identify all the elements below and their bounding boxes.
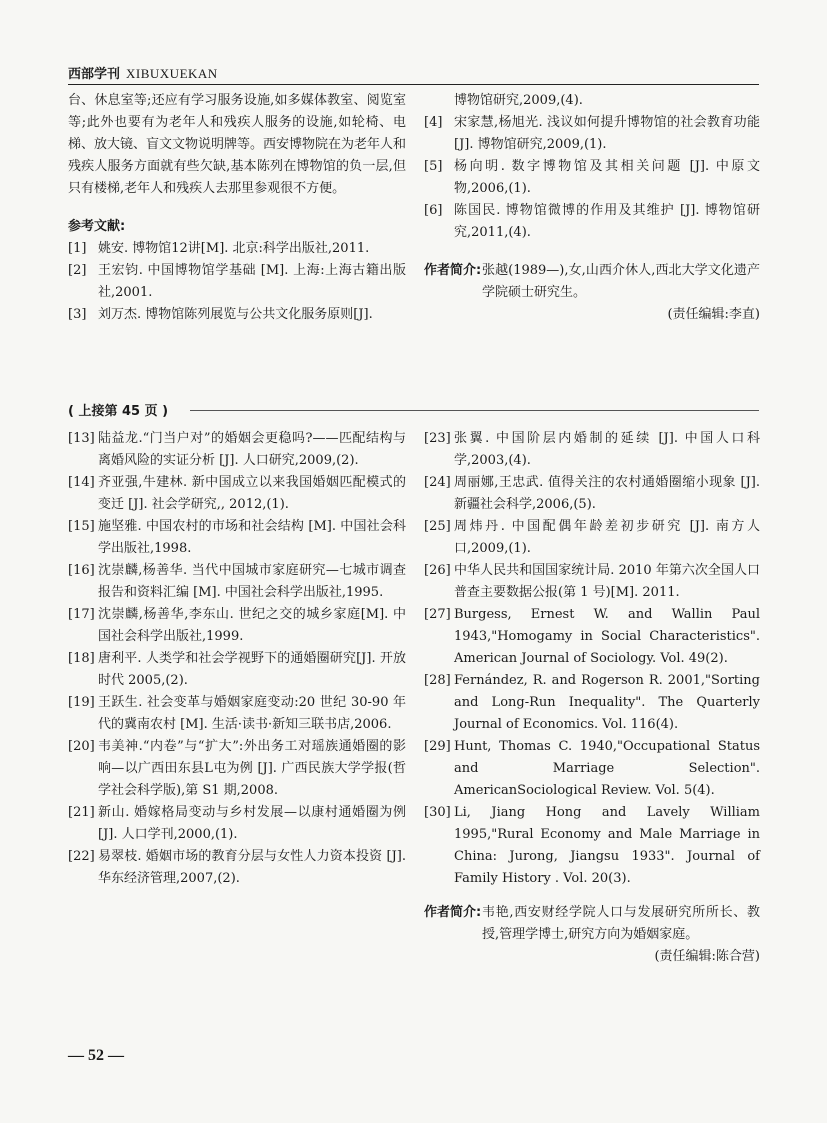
reference-number: [4] [424, 115, 443, 130]
references-list [424, 428, 760, 890]
reference-item [424, 670, 760, 736]
reference-item [68, 604, 406, 648]
reference-number: [16] [68, 563, 95, 578]
reference-number: [20] [68, 739, 95, 754]
reference-text: 周炜丹. 中国配偶年龄差初步研究 [J]. 南方人口,2009,(1). [454, 519, 760, 556]
reference-text: 王宏钧. 中国博物馆学基础 [M]. 上海:上海古籍出版社,2001. [98, 263, 406, 300]
reference-item [68, 846, 406, 890]
reference-number: [23] [424, 431, 451, 446]
reference-item [424, 472, 760, 516]
reference-item [68, 648, 406, 692]
bottom-left-column [68, 428, 406, 890]
references-list [68, 428, 406, 890]
reference-item [424, 112, 760, 156]
reference-text: Burgess, Ernest W. and Wallin Paul 1943,"Homogamy in Social Characteristics". American Journal of Sociology. Vol. 49(2). [454, 607, 760, 666]
journal-title-en: XIBUXUEKAN [126, 66, 218, 81]
reference-item [68, 472, 406, 516]
reference-text: 新山. 婚嫁格局变动与乡村发展—以康村通婚圈为例 [J]. 人口学刊,2000,(1). [98, 805, 406, 842]
reference-number: [30] [424, 805, 451, 820]
reference-text: 博物馆研究,2009,(4). [454, 93, 583, 108]
reference-item [424, 604, 760, 670]
header-rule [68, 84, 759, 85]
reference-item [424, 560, 760, 604]
reference-text: Fernández, R. and Rogerson R. 2001,"Sorting and Long-Run Inequality". The Quarterly Journal of Economics. Vol. 116(4). [454, 673, 760, 732]
reference-number: [25] [424, 519, 451, 534]
reference-number: [18] [68, 651, 95, 666]
reference-number: [5] [424, 159, 443, 174]
reference-text: 施坚雅. 中国农村的市场和社会结构 [M]. 中国社会科学出版社,1998. [98, 519, 406, 556]
top-right-column [424, 90, 760, 326]
author-text: 韦艳,西安财经学院人口与发展研究所所长、教授,管理学博士,研究方向为婚姻家庭。 [482, 905, 760, 942]
author-bio [424, 902, 760, 946]
reference-text: 陆益龙.“门当户对”的婚姻会更稳吗?——匹配结构与离婚风险的实证分析 [J]. 人口研究,2009,(2). [98, 431, 406, 468]
references-heading: 参考文献: [68, 219, 126, 234]
reference-text: 周丽娜,王忠武. 值得关注的农村通婚圈缩小现象 [J]. 新疆社会科学,2006,(5). [454, 475, 760, 512]
reference-number: [19] [68, 695, 95, 710]
reference-item [68, 260, 406, 304]
reference-item [424, 516, 760, 560]
reference-text: 杨向明. 数字博物馆及其相关问题 [J]. 中原文物,2006,(1). [454, 159, 760, 196]
references-list [68, 238, 406, 326]
reference-text: 易翠枝. 婚姻市场的教育分层与女性人力资本投资 [J]. 华东经济管理,2007,(2). [98, 849, 406, 886]
reference-number: [3] [68, 307, 87, 322]
reference-text: 陈国民. 博物馆微博的作用及其维护 [J]. 博物馆研究,2011,(4). [454, 203, 760, 240]
reference-text: 沈崇麟,杨善华,李东山. 世纪之交的城乡家庭[M]. 中国社会科学出版社,1999. [98, 607, 406, 644]
reference-text: 姚安. 博物馆12讲[M]. 北京:科学出版社,2011. [98, 241, 370, 256]
journal-header [68, 63, 218, 82]
journal-title-cn: 西部学刊 [68, 67, 121, 82]
reference-number: [13] [68, 431, 95, 446]
author-bio [424, 260, 760, 304]
reference-item [68, 304, 406, 326]
reference-text: Li, Jiang Hong and Lavely William 1995,"Rural Economy and Male Marriage in China: Jurong, Jiangsu 1933". Journal of Family History . Vol. 20(3). [454, 805, 760, 886]
reference-item [424, 736, 760, 802]
author-text: 张越(1989—),女,山西介休人,西北大学文化遗产学院硕士研究生。 [482, 263, 760, 300]
reference-item [424, 200, 760, 244]
reference-item [424, 428, 760, 472]
reference-number: [22] [68, 849, 95, 864]
reference-text: 王跃生. 社会变革与婚姻家庭变动:20 世纪 30-90 年代的冀南农村 [M]. 生活·读书·新知三联书店,2006. [98, 695, 406, 732]
reference-number: [2] [68, 263, 87, 278]
bottom-right-column [424, 428, 760, 968]
reference-number: [1] [68, 241, 87, 256]
references-list [424, 90, 760, 244]
reference-text: 刘万杰. 博物馆陈列展览与公共文化服务原则[J]. [98, 307, 373, 322]
editor-note: (责任编辑:陈合营) [654, 949, 760, 964]
body-paragraph: 台、休息室等;还应有学习服务设施,如多媒体教室、阅览室等;此外也要有为老年人和残疾人服务的设施,如轮椅、电梯、放大镜、盲文文物说明牌等。西安博物院在为老年人和残疾人服务方面就有些欠缺,基本陈列在博物馆的负一层,但只有楼梯,老年人和残疾人去那里参观很不方便。 [68, 93, 407, 196]
reference-text: 中华人民共和国国家统计局. 2010 年第六次全国人口普查主要数据公报(第 1 号)[M]. 2011. [454, 563, 760, 600]
page-number: — 52 — [68, 1047, 124, 1064]
reference-number: [21] [68, 805, 95, 820]
reference-item [68, 560, 406, 604]
reference-number: [17] [68, 607, 95, 622]
top-left-column [68, 90, 406, 326]
reference-number: [15] [68, 519, 95, 534]
reference-number: [27] [424, 607, 451, 622]
editor-note: (责任编辑:李直) [667, 307, 760, 322]
reference-item [68, 428, 406, 472]
reference-item [424, 802, 760, 890]
reference-text: 唐利平. 人类学和社会学视野下的通婚圈研究[J]. 开放时代 2005,(2). [98, 651, 406, 688]
reference-number: [24] [424, 475, 451, 490]
reference-item [68, 692, 406, 736]
author-label: 作者简介: [424, 905, 482, 920]
reference-number: [29] [424, 739, 451, 754]
reference-text: 沈崇麟,杨善华. 当代中国城市家庭研究—七城市调查报告和资料汇编 [M]. 中国社会科学出版社,1995. [98, 563, 406, 600]
reference-text: 韦美神.“内卷”与“扩大”:外出务工对瑶族通婚圈的影响—以广西田东县L屯为例 [J]. 广西民族大学学报(哲学社会科学版),第 S1 期,2008. [98, 739, 406, 798]
continued-from-label: ( 上接第 45 页 ) [68, 400, 172, 419]
reference-text: Hunt, Thomas C. 1940,"Occupational Status and Marriage Selection". AmericanSociological Review. Vol. 5(4). [454, 739, 760, 798]
author-label: 作者简介: [424, 263, 482, 278]
reference-item [424, 90, 760, 112]
reference-number: [6] [424, 203, 443, 218]
section-rule [190, 410, 759, 411]
reference-text: 宋家慧,杨旭光. 浅议如何提升博物馆的社会教育功能[J]. 博物馆研究,2009,(1). [454, 115, 760, 152]
reference-number: [26] [424, 563, 451, 578]
reference-item [68, 802, 406, 846]
reference-item [424, 156, 760, 200]
reference-text: 张翼. 中国阶层内婚制的延续 [J]. 中国人口科学,2003,(4). [454, 431, 760, 468]
reference-number: [28] [424, 673, 451, 688]
reference-item [68, 516, 406, 560]
reference-number: [14] [68, 475, 95, 490]
reference-item [68, 736, 406, 802]
reference-text: 齐亚强,牛建林. 新中国成立以来我国婚姻匹配模式的变迁 [J]. 社会学研究,, 2012,(1). [98, 475, 406, 512]
reference-item [68, 238, 406, 260]
